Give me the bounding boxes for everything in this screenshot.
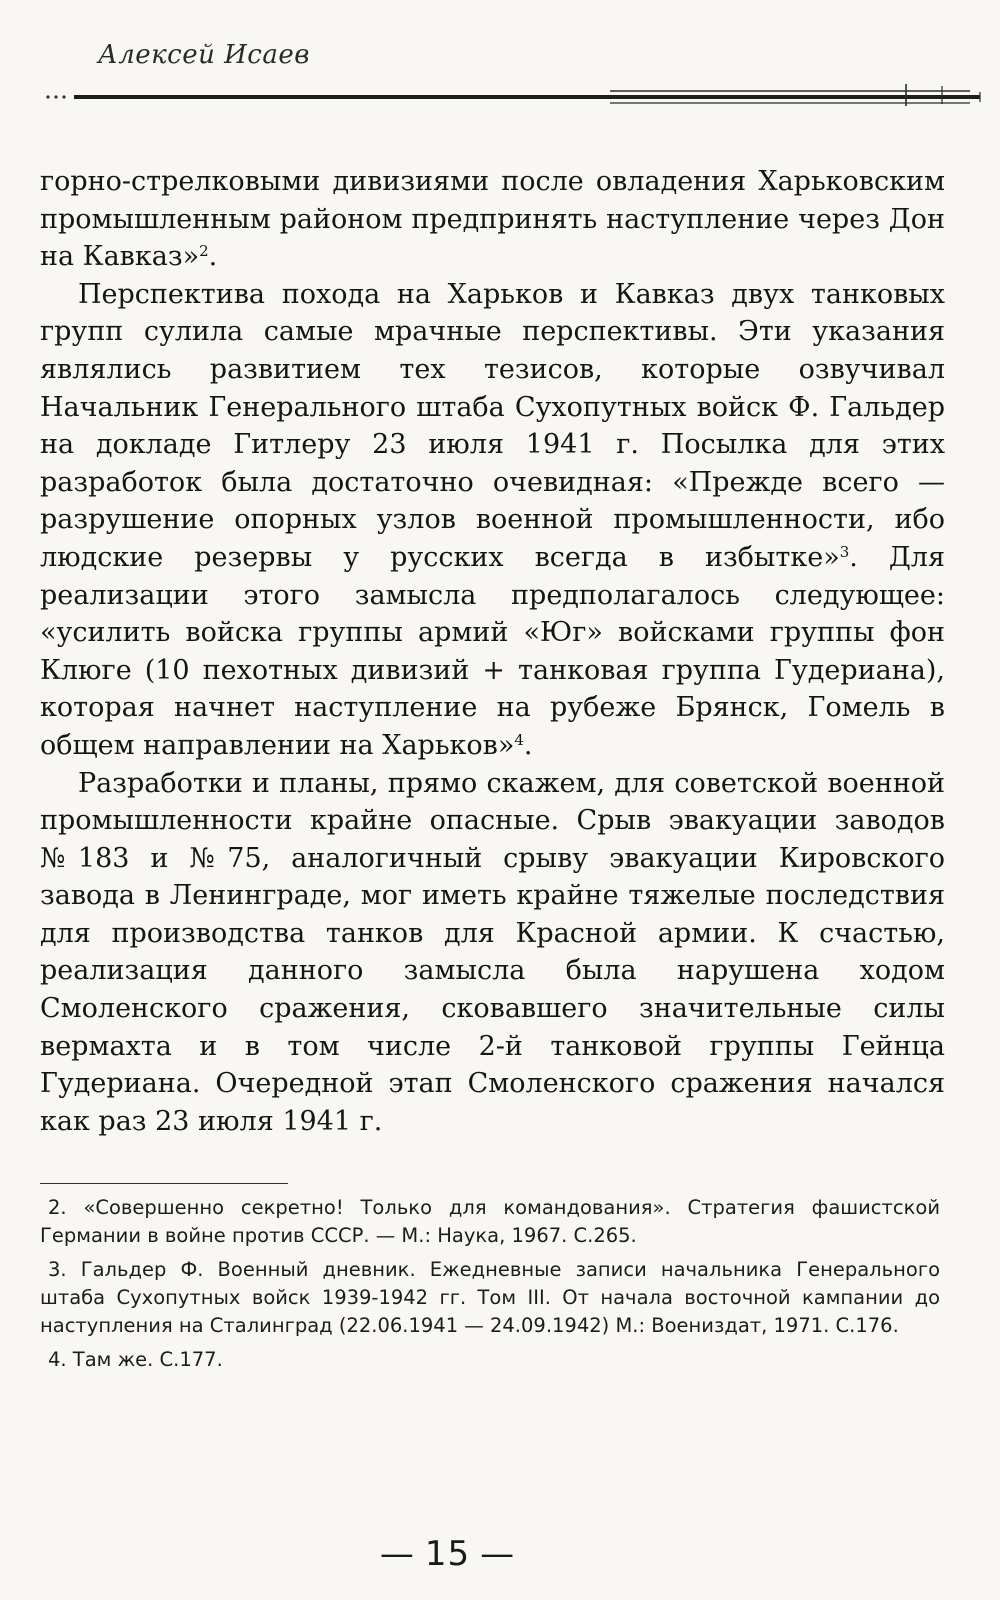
footnote-separator (40, 1183, 288, 1184)
footnote-3: 3. Гальдер Ф. Военный дневник. Ежедневные записи начальника Генерального штаба Сухопутных войск 1939-1942 гг. Том III. От начала восточной кампании до наступления на Сталинград (22.06.1941 — 24.09.1942) М.: Воениздат, 1971. С.176. (40, 1258, 940, 1337)
footnote-4: 4. Там же. С.177. (48, 1348, 223, 1371)
main-text (40, 163, 945, 1140)
paragraph-2-text-a: Перспектива похода на Харьков и Кавказ двух танковых групп сулила самые мрачные перспективы. Эти указания являлись развитием тех тезисов, которые озвучивал Начальник Генерального штаба Сухопутных войск Ф. Гальдер на докладе Гитлеру 23 июля 1941 г. Посылка для этих разработок была достаточно очевидная: «Прежде всего — разрушение опорных узлов военной промышленности, ибо людские резервы у русских всегда в избытке» (40, 278, 945, 573)
footnote-ref-2: 2 (199, 242, 209, 261)
footnote-ref-4: 4 (514, 730, 524, 749)
paragraph-2-end: . (523, 729, 533, 761)
paragraph-3 (40, 765, 945, 1141)
folio-dash-left: — (379, 1534, 415, 1574)
folio-dash-right: — (480, 1534, 516, 1574)
paragraph-1 (40, 163, 945, 276)
footnote-ref-3: 3 (839, 542, 850, 561)
page-number: 15 (424, 1534, 471, 1574)
paragraph-2-text-b: . Для реализации этого замысла предполагалось следующее: «усилить войска группы армий «Юг» войсками группы фон Клюге (10 пехотных дивизий + танковая группа Гудериана), которая начнет наступление на рубеже Брянск, Гомель в общем направлении на Харьков» (40, 541, 945, 761)
paragraph-3-text: Разработки и планы, прямо скажем, для советской военной промышленности крайне опасные. Срыв эвакуации заводов №183 и №75, аналогичный срыву эвакуации Кировского завода в Ленинграде, мог иметь крайне тяжелые последствия для производства танков для Красной армии. К счастью, реализация данного замысла была нарушена ходом Смоленского сражения, сковавшего значительные силы вермахта и в том числе 2-й танковой группы Гейнца Гудериана. Очередной этап Смоленского сражения начался как раз 23 июля 1941 г. (40, 767, 945, 1137)
footnote-2: 2. «Совершенно секретно! Только для командования». Стратегия фашистской Германии в войне против СССР. — М.: Наука, 1967. С.265. (40, 1196, 940, 1247)
paragraph-1-end: . (208, 241, 218, 273)
paragraph-2 (40, 276, 945, 765)
page-number-line (0, 1534, 895, 1574)
paragraph-1-text: горно-стрелковыми дивизиями после овладения Харьковским промышленным районом предпринять наступление через Дон на Кавказ» (40, 166, 945, 273)
running-head-author: Алексей Исаев (98, 40, 310, 70)
footnotes (40, 1194, 940, 1380)
header-rule-ornament (40, 82, 990, 108)
